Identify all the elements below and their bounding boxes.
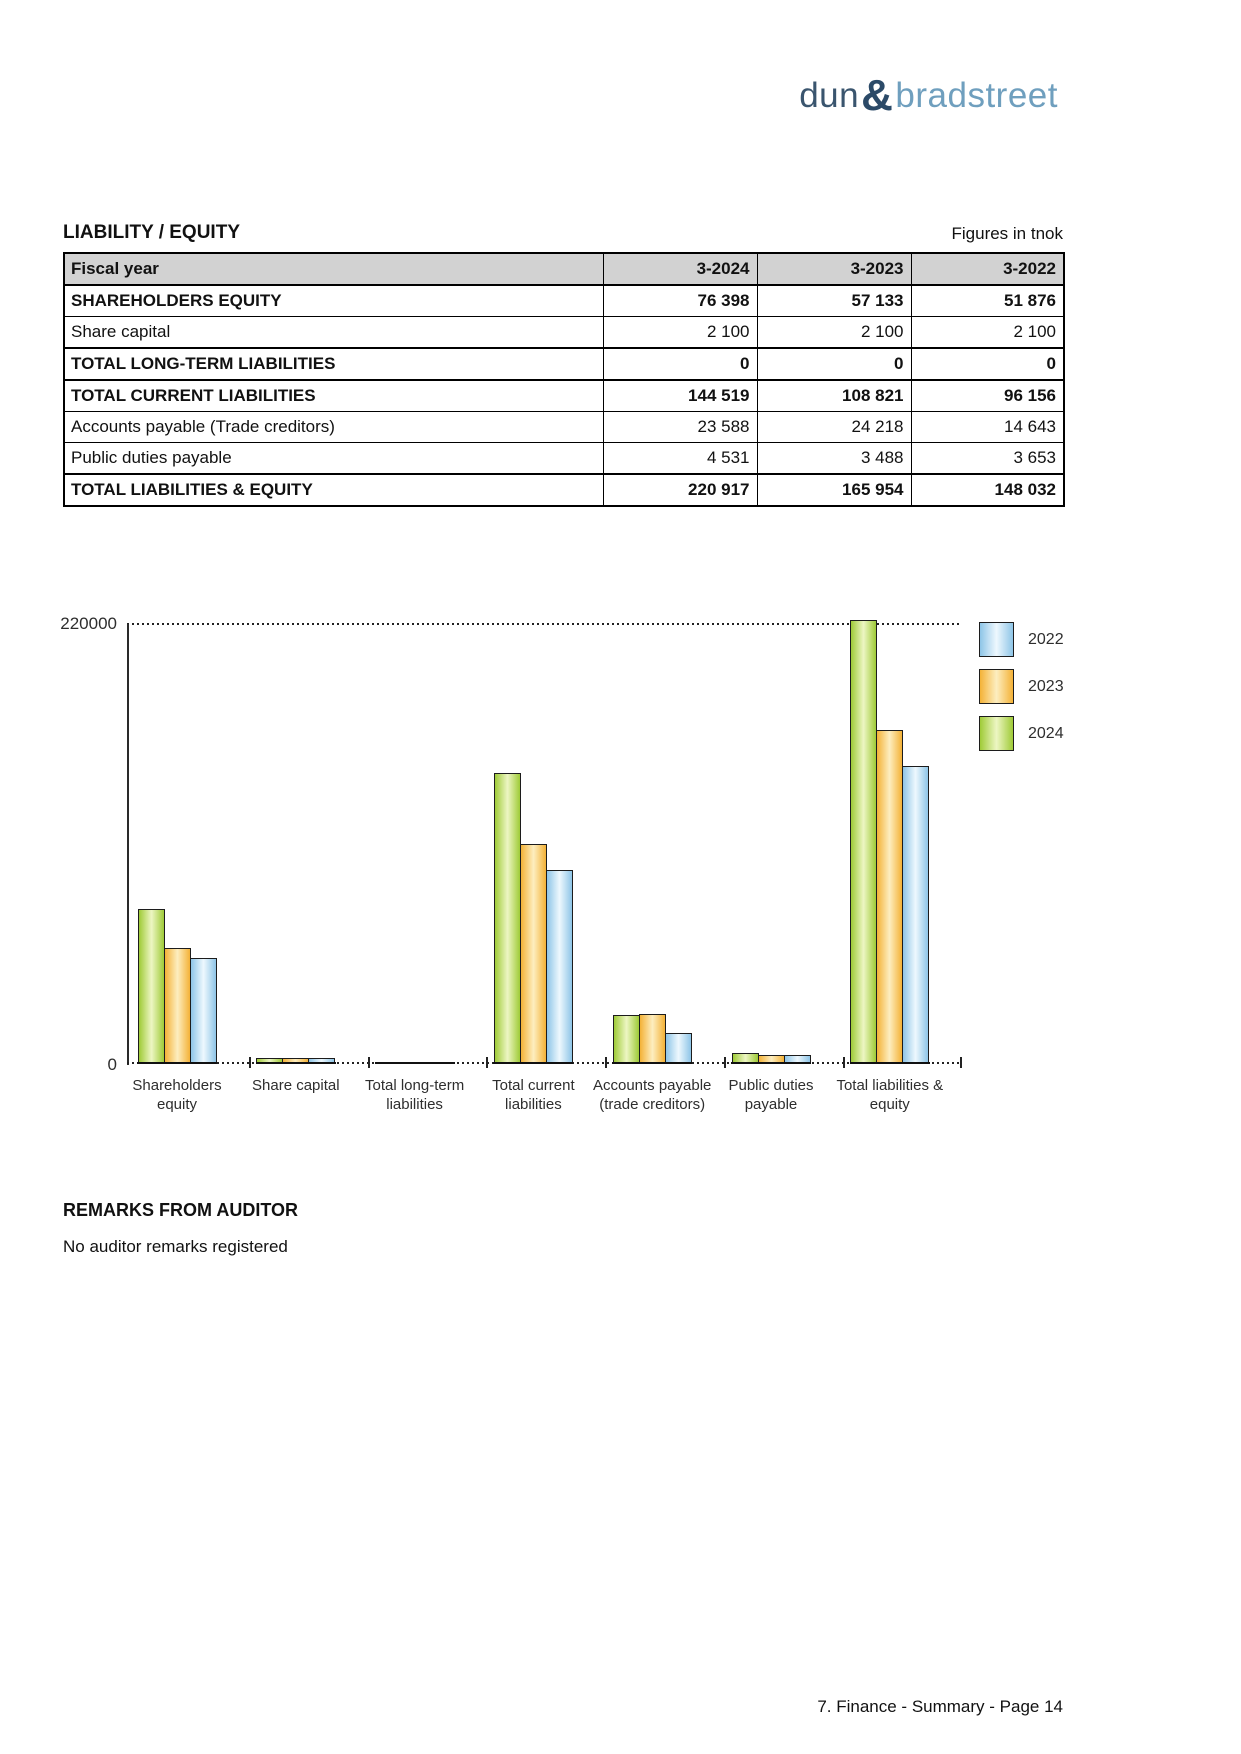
- row-label: Share capital: [64, 317, 603, 349]
- logo-text-dun: dun: [799, 76, 860, 115]
- x-axis-tick: [368, 1057, 370, 1068]
- x-axis-label: Share capital: [252, 1077, 340, 1094]
- legend-label: 2023: [1028, 677, 1064, 695]
- bar-2024: [256, 1058, 283, 1062]
- row-value: 0: [911, 348, 1064, 380]
- x-axis-label: Total current liabilities: [492, 1077, 575, 1113]
- bar-group: [375, 624, 455, 1064]
- row-value: 24 218: [757, 412, 911, 443]
- table-row: [64, 380, 1064, 412]
- row-value: 23 588: [603, 412, 757, 443]
- table-header-row: [64, 253, 1064, 285]
- row-value: 2 100: [603, 317, 757, 349]
- x-axis-tick: [249, 1057, 251, 1068]
- bar-2024: [850, 620, 877, 1062]
- row-value: 76 398: [603, 285, 757, 317]
- legend-label: 2022: [1028, 630, 1064, 648]
- bar-2022: [665, 1033, 692, 1062]
- x-axis-tick: [724, 1057, 726, 1068]
- bar-group: [137, 624, 217, 1064]
- header-col-3-2024: 3-2024: [603, 253, 757, 285]
- bar-2023: [164, 948, 191, 1062]
- bar-2024: [138, 909, 165, 1062]
- x-axis-tick: [960, 1057, 962, 1068]
- header-col-3-2022: 3-2022: [911, 253, 1064, 285]
- row-value: 144 519: [603, 380, 757, 412]
- table-row: [64, 317, 1064, 349]
- table-row: [64, 285, 1064, 317]
- table-row: [64, 412, 1064, 443]
- dnb-logo: [63, 68, 1058, 118]
- logo-text-bradstreet: bradstreet: [895, 76, 1058, 115]
- row-label: Accounts payable (Trade creditors): [64, 412, 603, 443]
- row-label: TOTAL LIABILITIES & EQUITY: [64, 474, 603, 506]
- bar-2022: [308, 1058, 335, 1062]
- bar-2022: [784, 1055, 811, 1062]
- x-axis-tick: [486, 1057, 488, 1068]
- liability-equity-table: [63, 252, 1065, 507]
- row-value: 148 032: [911, 474, 1064, 506]
- remarks-heading: REMARKS FROM AUDITOR: [63, 1200, 298, 1220]
- bar-group: [731, 624, 811, 1064]
- bar-2023: [876, 730, 903, 1062]
- row-label: TOTAL LONG-TERM LIABILITIES: [64, 348, 603, 380]
- row-value: 0: [603, 348, 757, 380]
- row-value: 3 653: [911, 443, 1064, 475]
- bar-group: [850, 624, 930, 1064]
- header-fiscal-year: Fiscal year: [64, 253, 603, 285]
- table-row: [64, 443, 1064, 475]
- chart-legend: [979, 622, 1064, 763]
- table-row: [64, 474, 1064, 506]
- row-value: 96 156: [911, 380, 1064, 412]
- y-axis-label-max: 220000: [60, 614, 117, 633]
- page-footer: 7. Finance - Summary - Page 14: [817, 1697, 1063, 1716]
- row-value: 4 531: [603, 443, 757, 475]
- section-title: LIABILITY / EQUITY: [63, 222, 240, 243]
- units-note: Figures in tnok: [951, 224, 1063, 243]
- row-value: 14 643: [911, 412, 1064, 443]
- x-axis-label: Total liabilities & equity: [836, 1077, 944, 1113]
- row-label: TOTAL CURRENT LIABILITIES: [64, 380, 603, 412]
- row-label: Public duties payable: [64, 443, 603, 475]
- x-axis-tick: [605, 1057, 607, 1068]
- legend-swatch-2022: [979, 622, 1014, 657]
- y-axis-label-zero: 0: [107, 1055, 117, 1074]
- bar-2023: [520, 844, 547, 1062]
- row-value: 108 821: [757, 380, 911, 412]
- legend-label: 2024: [1028, 724, 1064, 742]
- table-row: [64, 348, 1064, 380]
- bar-group: [493, 624, 573, 1064]
- row-value: 220 917: [603, 474, 757, 506]
- bar-2024: [732, 1053, 759, 1062]
- row-value: 2 100: [757, 317, 911, 349]
- row-value: 51 876: [911, 285, 1064, 317]
- logo-ampersand-icon: &: [861, 71, 894, 120]
- bar-2023: [282, 1058, 309, 1062]
- bar-2023: [758, 1055, 785, 1062]
- bar-2023: [639, 1014, 666, 1062]
- x-axis-label: Accounts payable (trade creditors): [592, 1077, 712, 1113]
- row-label: SHAREHOLDERS EQUITY: [64, 285, 603, 317]
- x-axis-label: Shareholders equity: [132, 1077, 222, 1113]
- x-axis-label: Total long-term liabilities: [364, 1077, 465, 1113]
- x-axis-tick: [843, 1057, 845, 1068]
- chart-plot: [127, 624, 962, 1064]
- x-axis-label: Public duties payable: [728, 1077, 814, 1113]
- remarks-body: No auditor remarks registered: [63, 1237, 288, 1256]
- bar-2024: [613, 1015, 640, 1062]
- header-col-3-2023: 3-2023: [757, 253, 911, 285]
- row-value: 0: [757, 348, 911, 380]
- bar-group: [612, 624, 692, 1064]
- bar-2022: [902, 766, 929, 1062]
- row-value: 3 488: [757, 443, 911, 475]
- bar-2022: [546, 870, 573, 1062]
- row-value: 165 954: [757, 474, 911, 506]
- bar-group: [256, 624, 336, 1064]
- legend-item: [979, 669, 1064, 704]
- legend-swatch-2023: [979, 669, 1014, 704]
- legend-swatch-2024: [979, 716, 1014, 751]
- row-value: 2 100: [911, 317, 1064, 349]
- legend-item: [979, 622, 1064, 657]
- row-value: 57 133: [757, 285, 911, 317]
- bar-2024: [494, 773, 521, 1062]
- legend-item: [979, 716, 1064, 751]
- bar-2022: [190, 958, 217, 1062]
